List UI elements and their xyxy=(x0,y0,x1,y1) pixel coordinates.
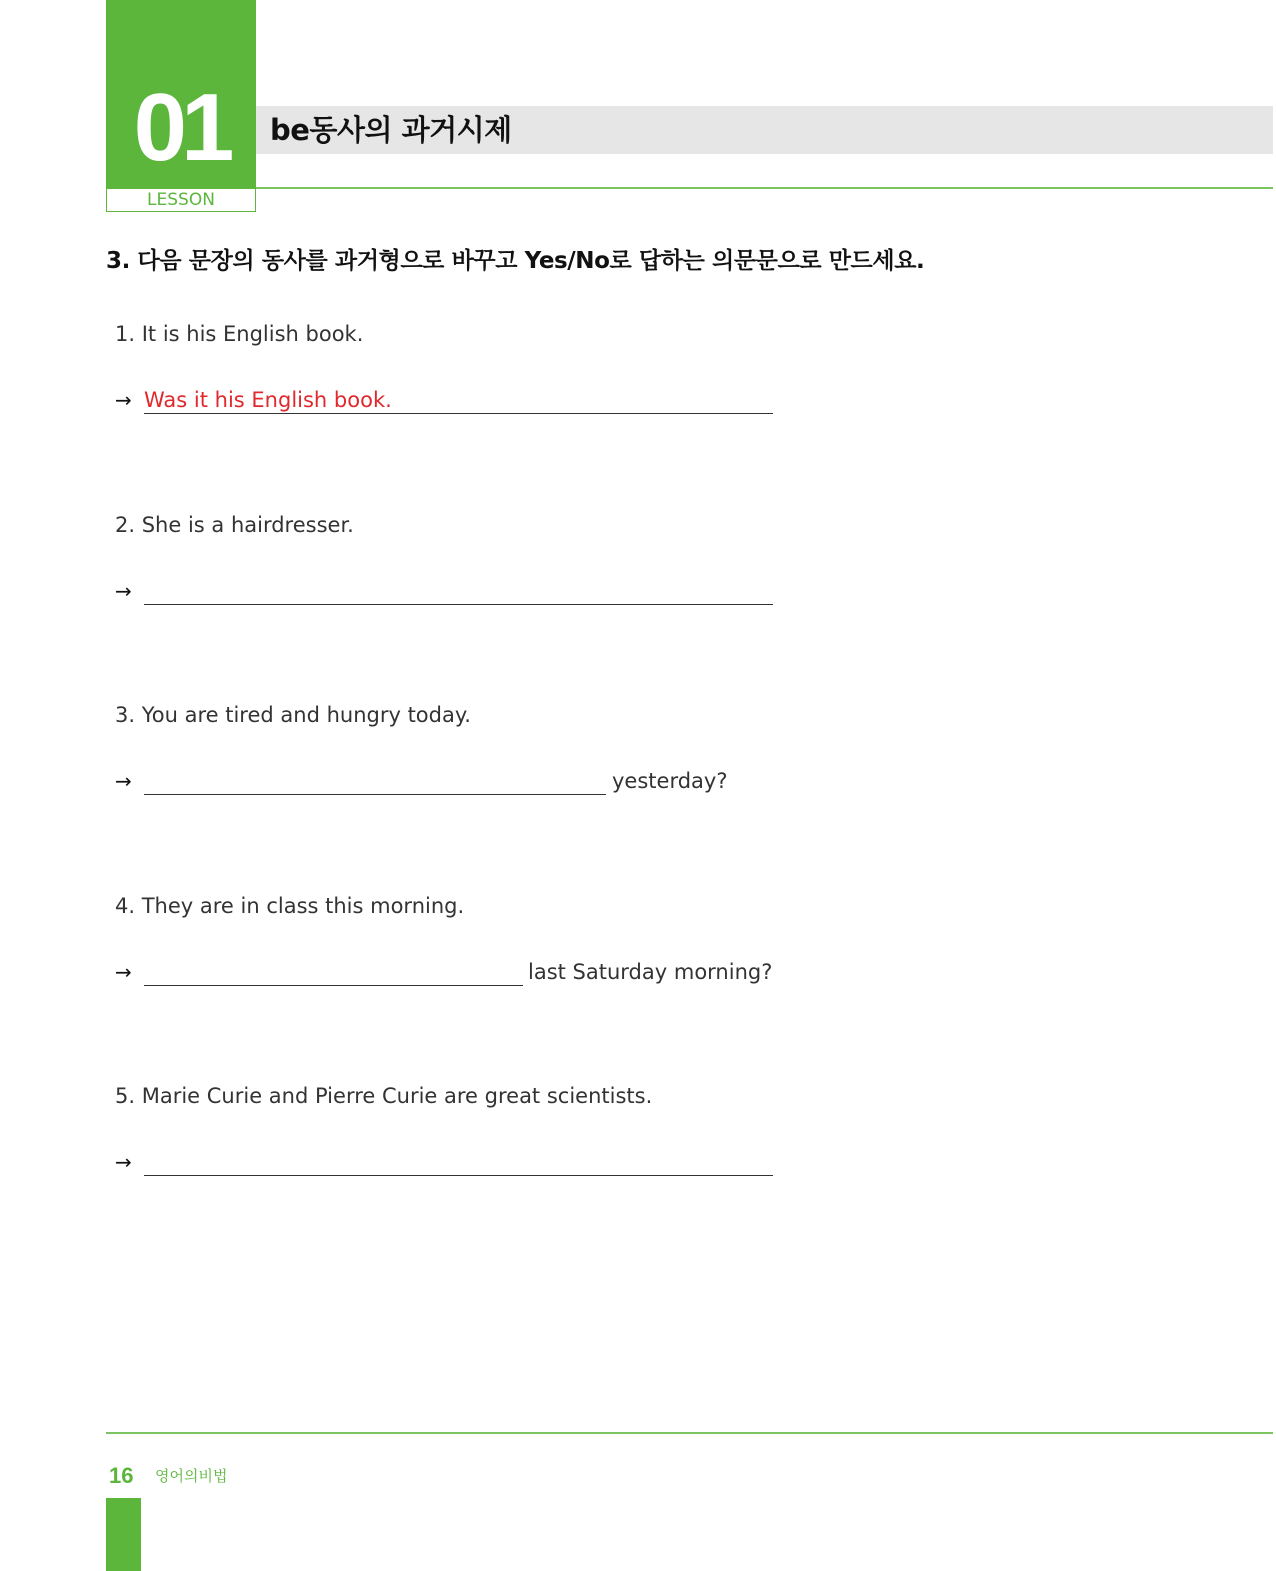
arrow-icon: → xyxy=(115,769,132,793)
answer-blank[interactable] xyxy=(144,794,606,795)
arrow-icon: → xyxy=(115,1150,132,1174)
page-number: 16 xyxy=(109,1463,134,1488)
exercise-prompt: 4. They are in class this morning. xyxy=(115,894,465,918)
answer-blank[interactable] xyxy=(144,1175,773,1176)
exercise-item-1 xyxy=(115,319,815,429)
arrow-icon: → xyxy=(115,579,132,603)
lesson-label: LESSON xyxy=(106,188,256,212)
exercise-item-2 xyxy=(115,510,815,620)
exercise-prompt: 5. Marie Curie and Pierre Curie are great scientists. xyxy=(115,1084,653,1108)
exercise-item-3 xyxy=(115,700,815,810)
exercise-prompt: 1. It is his English book. xyxy=(115,322,364,346)
book-title: 영어의비법 xyxy=(155,1467,228,1485)
answer-blank[interactable] xyxy=(144,985,523,986)
lesson-badge xyxy=(106,0,256,188)
answer-suffix: last Saturday morning? xyxy=(528,960,773,984)
answer-text: Was it his English book. xyxy=(144,388,392,412)
exercise-item-4 xyxy=(115,891,815,1001)
exercise-prompt: 3. You are tired and hungry today. xyxy=(115,703,471,727)
lesson-title-bar xyxy=(256,106,1273,154)
footer-color-tab xyxy=(106,1498,141,1571)
header-divider xyxy=(256,187,1273,189)
exercise-item-5 xyxy=(115,1081,815,1191)
exercise-prompt: 2. She is a hairdresser. xyxy=(115,513,354,537)
exercise-instruction: 3. 다음 문장의 동사를 과거형으로 바꾸고 Yes/No로 답하는 의문문으로 만드세요. xyxy=(106,248,925,274)
lesson-number: 01 xyxy=(133,74,229,181)
answer-blank[interactable] xyxy=(144,413,773,414)
arrow-icon: → xyxy=(115,388,132,412)
footer-divider xyxy=(106,1432,1273,1434)
answer-blank[interactable] xyxy=(144,604,773,605)
lesson-title: be동사의 과거시제 xyxy=(270,113,512,147)
arrow-icon: → xyxy=(115,960,132,984)
answer-suffix: yesterday? xyxy=(612,769,728,793)
